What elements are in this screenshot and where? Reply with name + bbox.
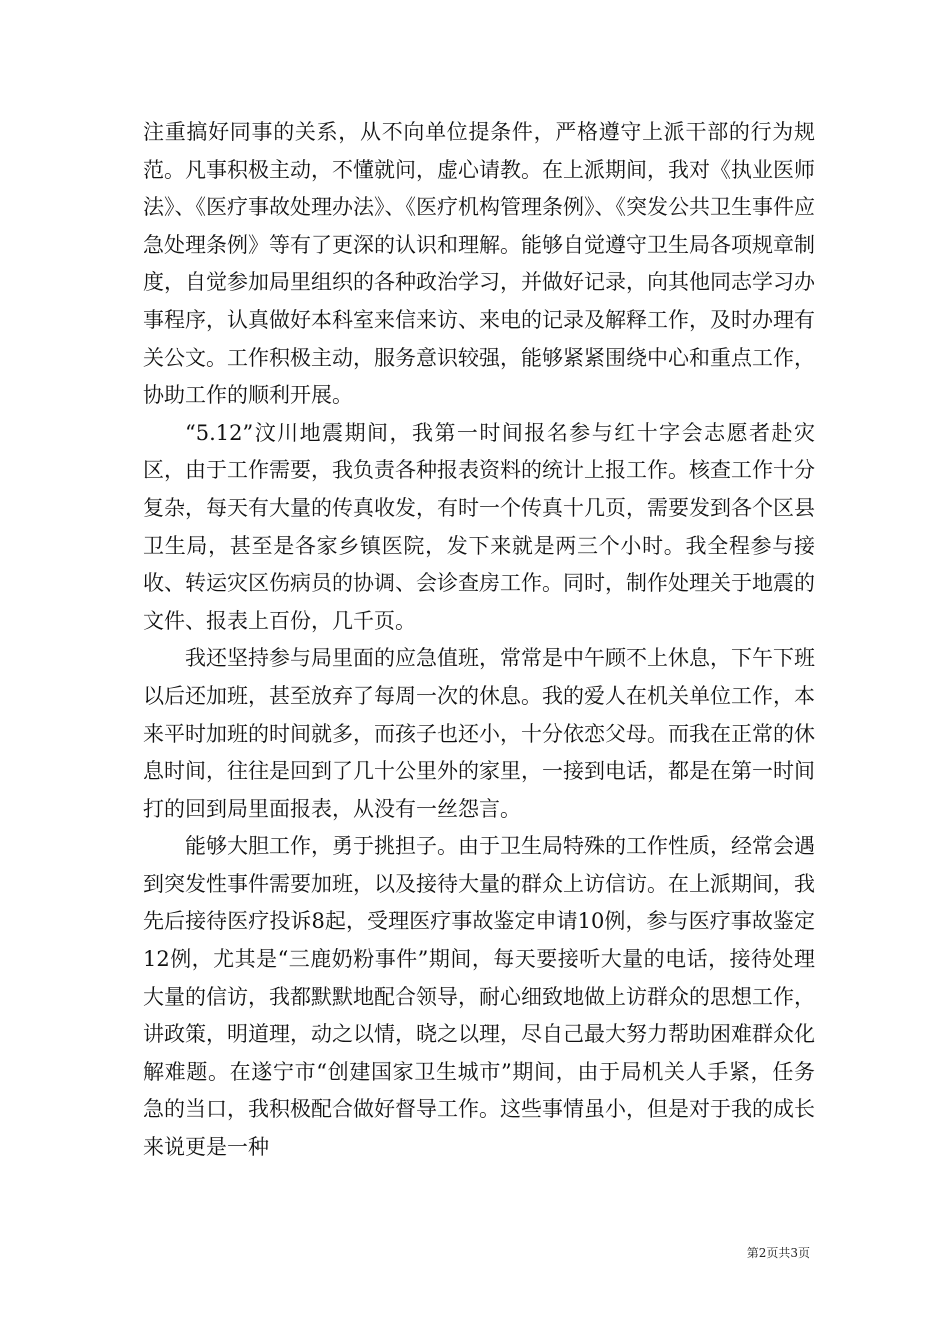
paragraph-continued: 注重搞好同事的关系，从不向单位提条件，严格遵守上派干部的行为规范。凡事积极主动，不懂就问，虚心请教。在上派期间，我对《执业医师法》、《医疗事故处理办法》、《医疗机构管理条例》、《突发公共卫生事件应急处理条例》等有了更深的认识和理解。能够自觉遵守卫生局各项规章制度，自觉参加局里组织的各种政治学习，并做好记录，向其他同志学习办事程序，认真做好本科室来信来访、来电的记录及解释工作，及时办理有关公文。工作积极主动，服务意识较强，能够紧紧围绕中心和重点工作，协助工作的顺利开展。 xyxy=(143,120,815,408)
page-number-footer: 第2页共3页 xyxy=(746,1246,810,1260)
paragraph-earthquake: “5.12”汶川地震期间，我第一时间报名参与红十字会志愿者赴灾区，由于工作需要，我负责各种报表资料的统计上报工作。核查工作十分复杂，每天有大量的传真收发，有时一个传真十几页，需要发到各个区县卫生局，甚至是各家乡镇医院，发下来就是两三个小时。我全程参与接收、转运灾区伤病员的协调、会诊查房工作。同时，制作处理关于地震的文件、报表上百份，几千页。 xyxy=(143,420,815,633)
paragraph-bold-work: 能够大胆工作，勇于挑担子。由于卫生局特殊的工作性质，经常会遇到突发性事件需要加班，以及接待大量的群众上访信访。在上派期间，我先后接待医疗投诉8起，受理医疗事故鉴定申请10例，参与医疗事故鉴定12例，尤其是“三鹿奶粉事件”期间，每天要接听大量的电话，接待处理大量的信访，我都默默地配合领导，耐心细致地做上访群众的思想工作，讲政策，明道理，动之以情，晓之以理，尽自己最大努力帮助困难群众化解难题。在遂宁市“创建国家卫生城市”期间，由于局机关人手紧，任务急的当口，我积极配合做好督导工作。这些事情虽小，但是对于我的成长来说更是一种 xyxy=(143,834,815,1160)
document-body xyxy=(143,114,815,1167)
paragraph-emergency-duty: 我还坚持参与局里面的应急值班，常常是中午顾不上休息，下午下班以后还加班，甚至放弃了每周一次的休息。我的爱人在机关单位工作，本来平时加班的时间就多，而孩子也还小，十分依恋父母。而我在正常的休息时间，往往是回到了几十公里外的家里，一接到电话，都是在第一时间打的回到局里面报表，从没有一丝怨言。 xyxy=(143,646,815,821)
